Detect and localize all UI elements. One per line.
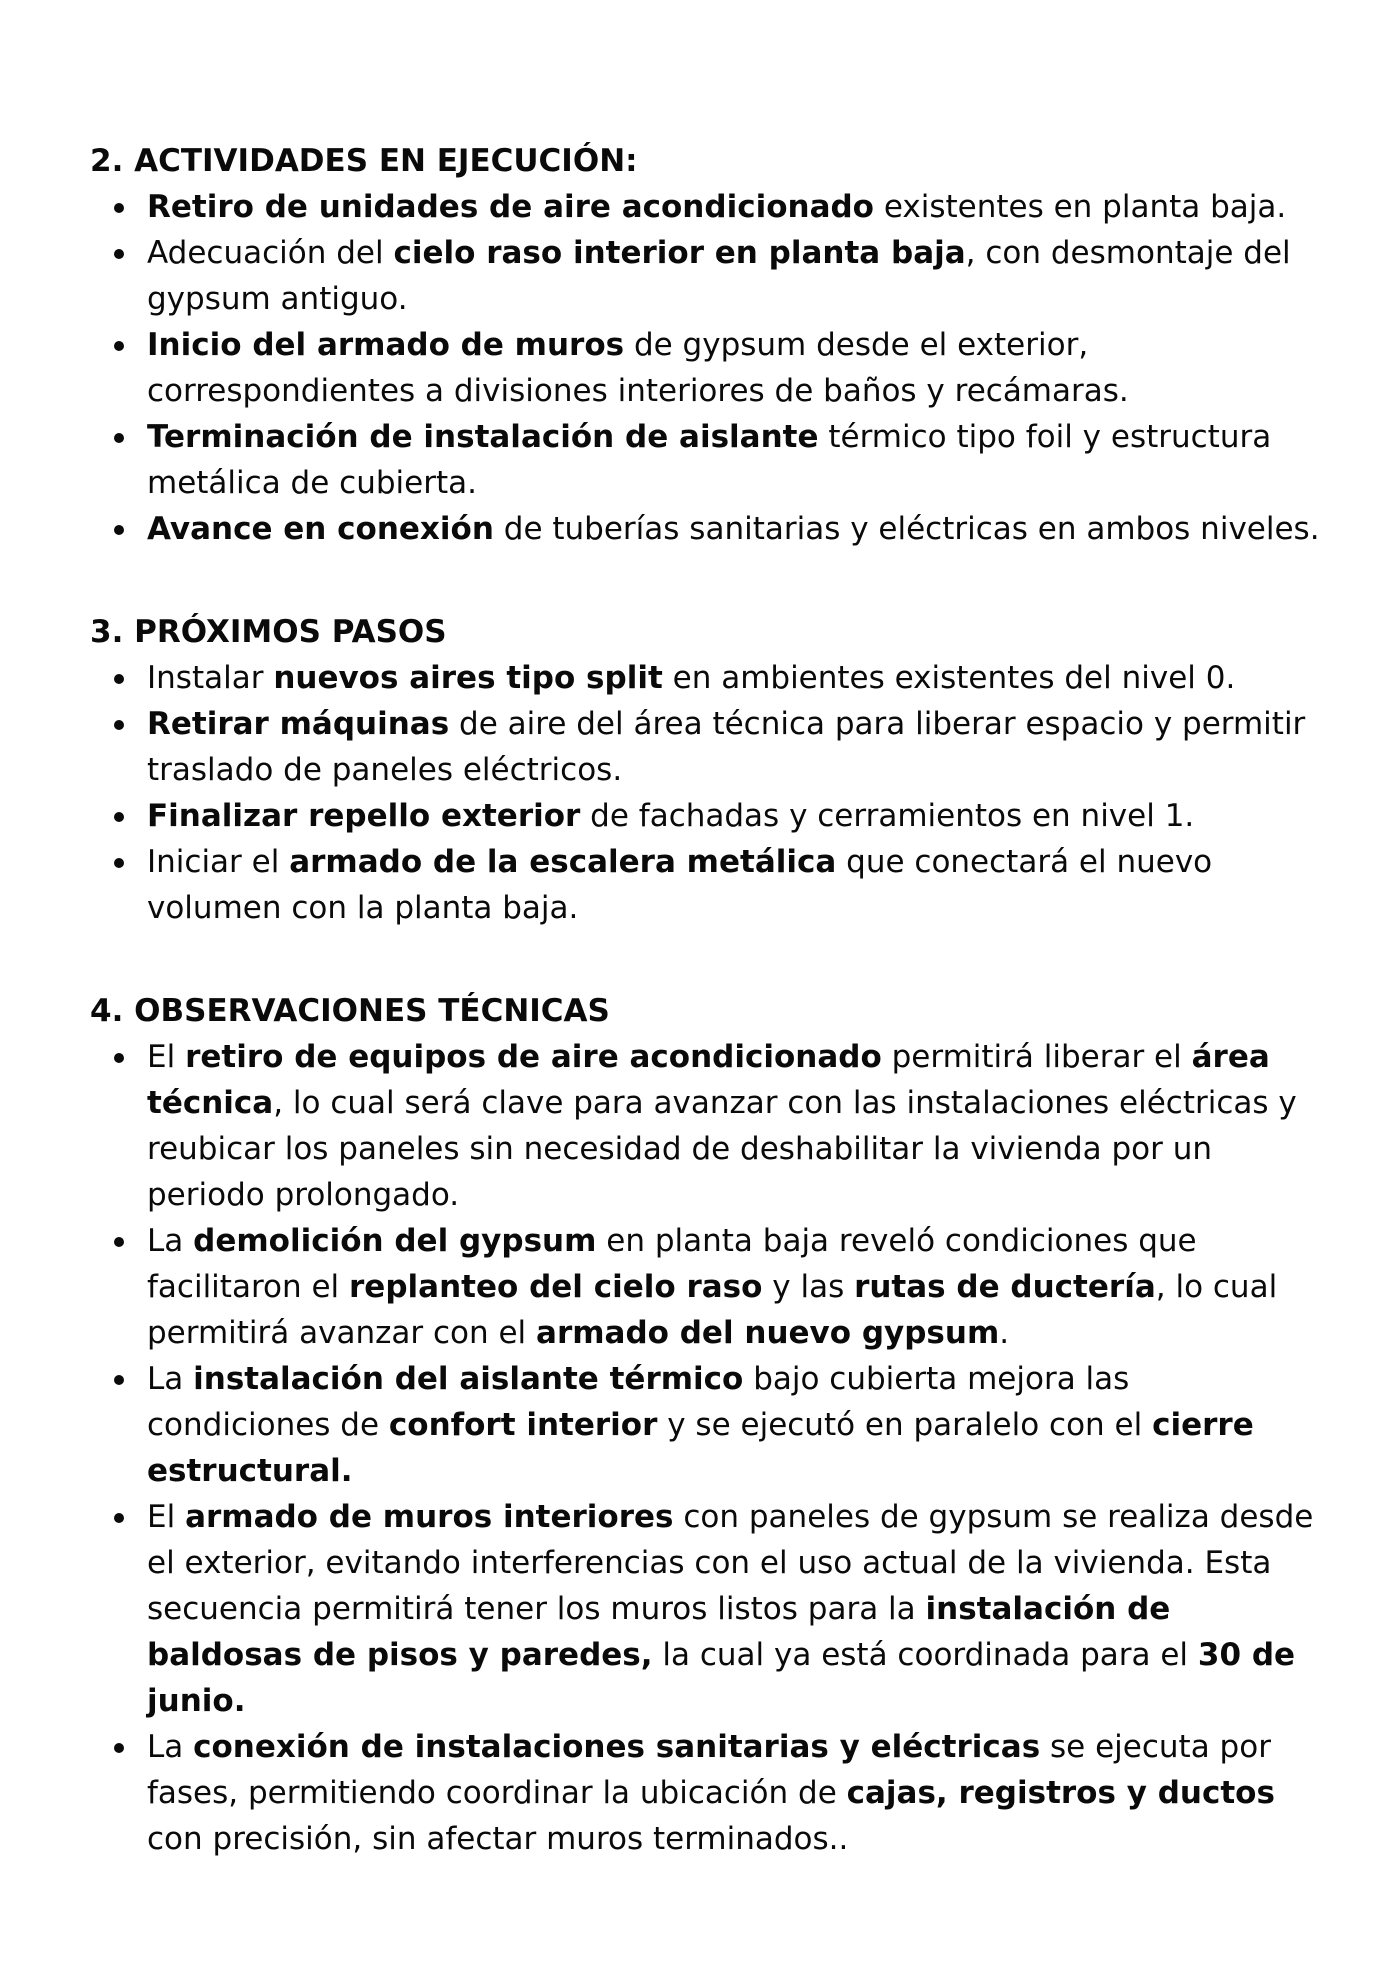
section-observaciones-tecnicas bbox=[90, 988, 1320, 1862]
text-run: se ejecuta por fases, permitiendo coordinar la ubicación de bbox=[147, 1729, 1271, 1811]
list-item bbox=[90, 793, 1320, 839]
bold-text: nuevos aires tipo split bbox=[273, 660, 663, 696]
list-item bbox=[90, 322, 1320, 414]
bold-text: demolición del gypsum bbox=[193, 1223, 597, 1259]
bold-text: Finalizar repello exterior bbox=[147, 798, 581, 834]
text-run: La bbox=[147, 1361, 194, 1397]
section-title: 3. PRÓXIMOS PASOS bbox=[90, 614, 447, 650]
list-item bbox=[90, 414, 1320, 506]
text-run: y se ejecutó en paralelo con el bbox=[657, 1407, 1153, 1443]
bold-text: instalación del aislante térmico bbox=[193, 1361, 744, 1397]
bold-text: Avance en conexión bbox=[147, 511, 494, 547]
bold-text: Retirar máquinas bbox=[147, 706, 450, 742]
document-page bbox=[90, 138, 1320, 1919]
text-run: El bbox=[147, 1039, 186, 1075]
bold-text: retiro de equipos de aire acondicionado bbox=[185, 1039, 882, 1075]
text-run: de tuberías sanitarias y eléctricas en ambos niveles. bbox=[493, 511, 1320, 547]
bold-text: conexión de instalaciones sanitarias y eléctricas bbox=[193, 1729, 1041, 1765]
bullet-list bbox=[90, 655, 1320, 931]
bold-text: Terminación de instalación de aislante bbox=[147, 419, 819, 455]
list-item bbox=[90, 1494, 1320, 1724]
text-run: de gypsum desde el exterior, correspondientes a divisiones interiores de baños y recámaras. bbox=[147, 327, 1129, 409]
bold-text: cielo raso interior en planta baja bbox=[393, 235, 966, 271]
text-run: bajo cubierta mejora las condiciones de bbox=[147, 1361, 1130, 1443]
text-run: Adecuación del bbox=[147, 235, 394, 271]
text-run: en ambientes existentes del nivel 0. bbox=[662, 660, 1236, 696]
text-run: Iniciar el bbox=[147, 844, 290, 880]
bold-text: rutas de ductería bbox=[854, 1269, 1156, 1305]
list-item bbox=[90, 1034, 1320, 1218]
text-run: , lo cual será clave para avanzar con las instalaciones eléctricas y reubicar los paneles sin necesidad de deshabilitar la vivienda por un periodo prolongado. bbox=[147, 1085, 1297, 1213]
text-run: con paneles de gypsum se realiza desde el exterior, evitando interferencias con el uso actual de la vivienda. Esta secuencia permitirá tener los muros listos para la bbox=[147, 1499, 1314, 1627]
text-run: Instalar bbox=[147, 660, 274, 696]
text-run: de aire del área técnica para liberar espacio y permitir traslado de paneles eléctricos. bbox=[147, 706, 1306, 788]
list-item bbox=[90, 1724, 1320, 1862]
section-proximos-pasos bbox=[90, 609, 1320, 931]
text-run: El bbox=[147, 1499, 186, 1535]
bold-text: cajas, registros y ductos bbox=[846, 1775, 1275, 1811]
text-run: La bbox=[147, 1729, 194, 1765]
bold-text: 30 de junio. bbox=[147, 1637, 1296, 1719]
list-item bbox=[90, 506, 1320, 552]
bullet-list bbox=[90, 1034, 1320, 1862]
bold-text: armado del nuevo gypsum bbox=[536, 1315, 1000, 1351]
list-item bbox=[90, 701, 1320, 793]
text-run: con precisión, sin afectar muros terminados.. bbox=[147, 1821, 849, 1857]
section-title: 2. ACTIVIDADES EN EJECUCIÓN: bbox=[90, 143, 638, 179]
text-run: en planta baja reveló condiciones que facilitaron el bbox=[147, 1223, 1197, 1305]
bold-text: armado de muros interiores bbox=[185, 1499, 674, 1535]
bold-text: área técnica bbox=[147, 1039, 1270, 1121]
text-run: de fachadas y cerramientos en nivel 1. bbox=[580, 798, 1195, 834]
bold-text: instalación de baldosas de pisos y paredes, bbox=[147, 1591, 1171, 1673]
section-actividades-en-ejecucion bbox=[90, 138, 1320, 552]
bold-text: cierre estructural. bbox=[147, 1407, 1254, 1489]
text-run: . bbox=[999, 1315, 1010, 1351]
list-item bbox=[90, 230, 1320, 322]
text-run: , lo cual permitirá avanzar con el bbox=[147, 1269, 1278, 1351]
bullet-list bbox=[90, 184, 1320, 552]
list-item bbox=[90, 1218, 1320, 1356]
bold-text: replanteo del cielo raso bbox=[349, 1269, 763, 1305]
text-run: permitirá liberar el bbox=[881, 1039, 1192, 1075]
list-item bbox=[90, 184, 1320, 230]
text-run: La bbox=[147, 1223, 194, 1259]
text-run: térmico tipo foil y estructura metálica de cubierta. bbox=[147, 419, 1272, 501]
list-item bbox=[90, 839, 1320, 931]
list-item bbox=[90, 655, 1320, 701]
text-run: la cual ya está coordinada para el bbox=[652, 1637, 1198, 1673]
text-run: y las bbox=[762, 1269, 855, 1305]
bold-text: armado de la escalera metálica bbox=[289, 844, 837, 880]
bold-text: Retiro de unidades de aire acondicionado bbox=[147, 189, 874, 225]
list-item bbox=[90, 1356, 1320, 1494]
text-run: existentes en planta baja. bbox=[873, 189, 1287, 225]
text-run: , con desmontaje del gypsum antiguo. bbox=[147, 235, 1291, 317]
section-title: 4. OBSERVACIONES TÉCNICAS bbox=[90, 993, 610, 1029]
bold-text: Inicio del armado de muros bbox=[147, 327, 625, 363]
text-run: que conectará el nuevo volumen con la planta baja. bbox=[147, 844, 1213, 926]
bold-text: confort interior bbox=[388, 1407, 658, 1443]
